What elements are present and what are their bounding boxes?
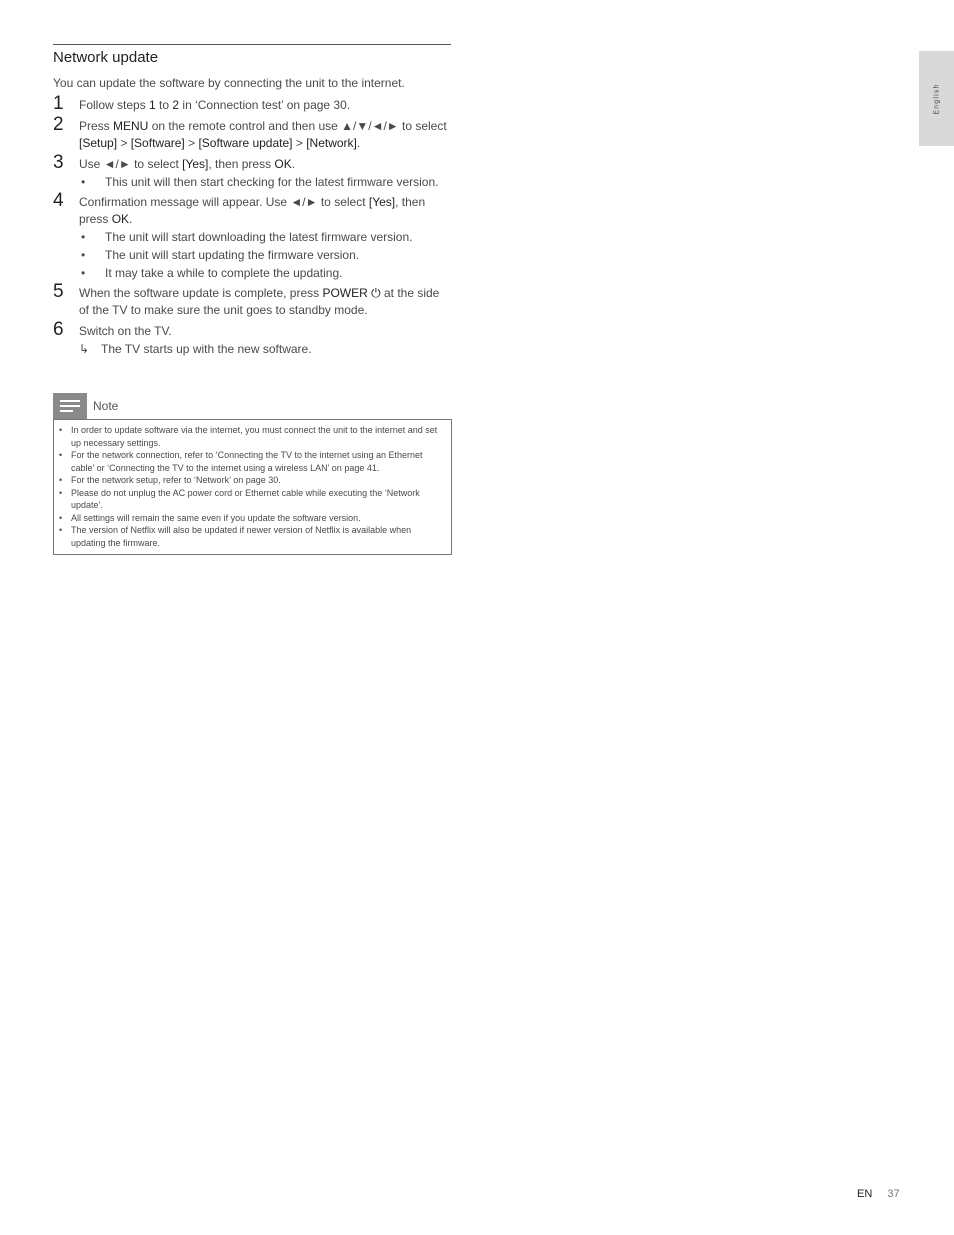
step-text-part: [Yes] <box>368 195 396 209</box>
language-tab <box>919 51 954 146</box>
note-box <box>53 393 452 555</box>
step-text-part: > <box>184 136 199 150</box>
step-text <box>79 118 451 152</box>
step-text-part: 2 <box>172 98 180 112</box>
note-item: • For the network connection, refer to ‘Connecting the TV to the internet using an Ethernet cable’ or ‘Connecting the TV to the internet using a wireless LAN’ on page 41. <box>58 449 445 474</box>
step-text-part: OK <box>274 157 292 171</box>
step-text-part: [Software update] <box>198 136 293 150</box>
network-update-section <box>53 44 451 362</box>
step-text-part: Follow steps <box>79 98 150 112</box>
step-text-part: POWER ⏻ <box>322 286 381 300</box>
step-number: 6 <box>53 319 64 340</box>
footer-language: EN <box>857 1188 873 1200</box>
step-bullet: • The unit will start downloading the latest firmware version. <box>79 229 451 245</box>
step-text-part: at the side of the TV to make sure the unit goes to standby mode. <box>79 286 440 317</box>
step-bullets <box>79 174 451 190</box>
step-item <box>53 114 451 152</box>
step-text-part: [Setup] <box>79 136 118 150</box>
language-tab-label: English <box>933 82 940 115</box>
note-content <box>53 419 452 555</box>
step-text-part: in ‘Connection test’ on page 30. <box>179 98 351 112</box>
step-text-part: [Network] <box>306 136 357 150</box>
step-text-part: Confirmation message will appear. Use ◄/► to select <box>79 195 369 209</box>
step-number: 5 <box>53 281 64 302</box>
step-text <box>79 323 451 340</box>
step-item <box>53 93 451 114</box>
note-item: • In order to update software via the internet, you must connect the unit to the internet and set up necessary settings. <box>58 424 445 449</box>
page-number: 37 <box>887 1188 900 1200</box>
page-footer <box>857 1188 900 1200</box>
step-text-part: , then press <box>79 195 426 226</box>
step-text-part: > <box>292 136 307 150</box>
step-text-part: [Software] <box>130 136 185 150</box>
step-text-part: When the software update is complete, press <box>79 286 323 300</box>
note-header <box>53 393 452 419</box>
section-intro: You can update the software by connecting the unit to the internet. <box>53 76 405 90</box>
note-item: • For the network setup, refer to ‘Network’ on page 30. <box>58 474 445 487</box>
note-item: • The version of Netflix will also be updated if newer version of Netflix is available when updating the firmware. <box>58 524 445 549</box>
step-text-part: , then press <box>208 157 275 171</box>
step-bullet: • It may take a while to complete the updating. <box>79 265 451 281</box>
step-item <box>53 319 451 358</box>
result-text: The TV starts up with the new software. <box>101 342 312 356</box>
step-number: 3 <box>53 152 64 173</box>
step-number: 4 <box>53 190 64 211</box>
note-label: Note <box>93 399 119 413</box>
step-text-part: on the remote control and then use ▲/▼/◄/► to select <box>148 119 447 133</box>
step-bullet: • This unit will then start checking for the latest firmware version. <box>79 174 451 190</box>
step-result <box>79 341 451 358</box>
step-text-part: to <box>155 98 173 112</box>
step-text-part: . <box>129 212 133 226</box>
step-text-part: OK <box>111 212 130 226</box>
step-text-part: . <box>291 157 296 171</box>
step-item <box>53 152 451 190</box>
step-bullet: • The unit will start updating the firmware version. <box>79 247 451 263</box>
section-rule <box>53 44 451 45</box>
note-icon <box>53 393 87 419</box>
step-text-part: Use ◄/► to select <box>79 157 183 171</box>
step-text-part: [Yes] <box>182 157 209 171</box>
result-arrow-icon: ↳ <box>79 342 90 356</box>
step-text <box>79 285 451 319</box>
note-list <box>58 424 445 549</box>
section-title: Network update <box>53 49 159 66</box>
step-text-part: Press <box>79 119 114 133</box>
step-text-part: . <box>356 136 361 150</box>
step-text <box>79 156 451 173</box>
step-item <box>53 281 451 319</box>
step-number: 2 <box>53 114 64 135</box>
steps-list <box>53 93 451 358</box>
note-item: • Please do not unplug the AC power cord or Ethernet cable while executing the ‘Network update’. <box>58 487 445 512</box>
step-number: 1 <box>53 93 64 114</box>
step-item <box>53 190 451 281</box>
step-text-part: Switch on the TV. <box>79 324 172 338</box>
note-item: • All settings will remain the same even if you update the software version. <box>58 512 445 525</box>
step-text <box>79 97 451 114</box>
step-text-part: > <box>117 136 131 150</box>
step-bullets <box>79 229 451 281</box>
step-text <box>79 194 451 228</box>
step-text-part: 1 <box>149 98 156 112</box>
step-text-part: MENU <box>113 119 149 133</box>
